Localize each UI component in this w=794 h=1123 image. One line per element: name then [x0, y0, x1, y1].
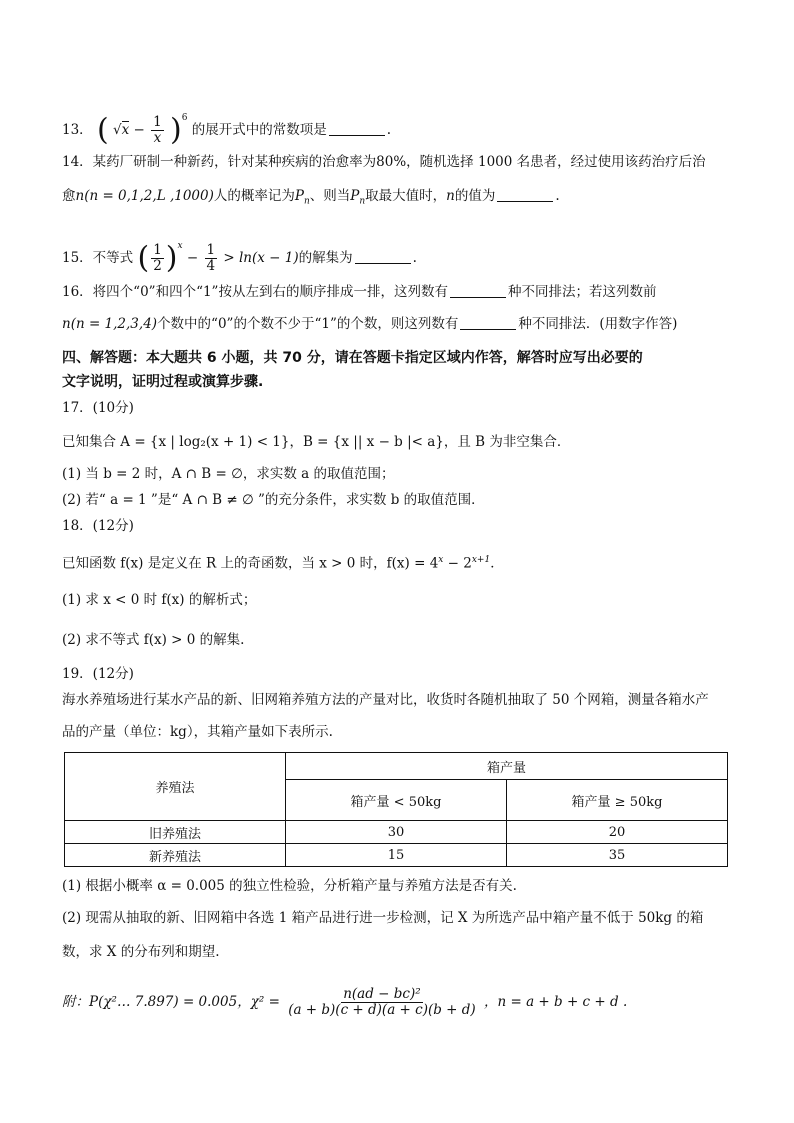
- question-18-header: 18．(12分): [62, 518, 134, 534]
- question-14-line-2: [62, 186, 560, 212]
- left-paren: (: [96, 112, 109, 148]
- text: ．: [490, 555, 504, 572]
- text: 人的概率记为: [213, 188, 295, 204]
- math-pn: $P_n$: [294, 188, 310, 207]
- table-cell: 30: [286, 821, 507, 844]
- question-17-part-2: (2) 若“ a = 1 ”是“ A ∩ B ≠ ∅ ”的充分条件，求实数 b 的取值范围．: [62, 492, 485, 508]
- math-n: n: [446, 188, 455, 204]
- answer-blank-16b[interactable]: [460, 315, 516, 330]
- question-17-part-1: (1) 当 b = 2 时，A ∩ B = ∅，求实数 a 的取值范围；: [62, 466, 395, 482]
- question-18-part-2: (2) 求不等式 f(x) > 0 的解集.: [62, 632, 245, 648]
- question-17-header: 17．(10分): [62, 400, 134, 416]
- math-expression: n(n = 1,2,3,4): [62, 316, 158, 332]
- question-19-part-2-line-1: (2) 现需从抽取的新、旧网箱中各选 1 箱产品进行进一步检测，记 X 为所选产品中箱产量不低于 50kg 的箱: [62, 910, 704, 926]
- period: .: [555, 188, 560, 204]
- left-paren: (: [137, 240, 150, 276]
- table-cell: 20: [507, 821, 728, 844]
- appendix-formula: [62, 982, 627, 1022]
- table-row-label: 旧养殖法: [65, 821, 286, 844]
- right-paren: ): [170, 112, 182, 148]
- text: 的值为: [454, 188, 496, 204]
- fraction-1-over-4: $\frac{1}{4}$: [206, 242, 216, 274]
- text: 个数中的“0”的个数不少于“1”的个数，则这列数有: [157, 316, 459, 332]
- yield-table: [64, 752, 728, 867]
- text: 的解集为: [298, 250, 353, 266]
- math-pn: $P_n$: [350, 188, 366, 207]
- exponent-x: x: [177, 241, 183, 251]
- chi-square-fraction: [286, 987, 478, 1018]
- text: 、则当: [309, 188, 351, 204]
- question-19-header: 19．(12分): [62, 666, 134, 682]
- text: − 2: [443, 555, 472, 572]
- denominator: (a + b)(c + d)(a + c)(b + d): [288, 1002, 476, 1018]
- answer-blank-15[interactable]: [355, 249, 411, 264]
- table-col-header-1: 箱产量 < 50kg: [286, 780, 507, 821]
- text: 种不同排法；若这列数前: [507, 284, 657, 300]
- answer-blank-16a[interactable]: [450, 283, 506, 298]
- question-16-line-2: [62, 314, 677, 334]
- question-15-number: 15．不等式: [62, 250, 134, 266]
- question-14-line-1: 14．某药厂研制一种新药，针对某种疾病的治愈率为80%，随机选择 1000 名患者，经过使用该药治疗后治: [62, 154, 706, 170]
- table-cell: 15: [286, 844, 507, 867]
- period: .: [386, 122, 392, 138]
- table-row: [65, 821, 728, 844]
- exponent-x: x: [438, 555, 444, 565]
- question-18-line-1: [62, 550, 504, 574]
- numerator: n(ad − bc)²: [343, 986, 421, 1002]
- section-4-title-line-1: 四、解答题：本大题共 6 小题，共 70 分，请在答题卡指定区域内作答，解答时应写出必要的: [62, 350, 643, 366]
- question-19-line-1: 海水养殖场进行某水产品的新、旧网箱养殖方法的产量对比，收货时各随机抽取了 50 个网箱，测量各箱水产: [62, 692, 709, 708]
- sqrt-x: √x: [113, 122, 130, 138]
- table-cell: 35: [507, 844, 728, 867]
- text: 取最大值时，: [365, 188, 447, 204]
- table-corner-header: 养殖法: [65, 753, 286, 821]
- table-col-header-2: 箱产量 ≥ 50kg: [507, 780, 728, 821]
- text: 附：P(χ²… 7.897) = 0.005，χ² =: [62, 994, 280, 1010]
- text: 16．将四个“0”和四个“1”按从左到右的顺序排成一排，这列数有: [62, 284, 448, 300]
- question-13-number: 13．: [62, 122, 93, 138]
- question-19-line-2: 品的产量（单位：kg），其箱产量如下表所示.: [62, 724, 333, 740]
- text: 愈: [62, 188, 76, 204]
- question-15: [62, 236, 417, 274]
- exponent: 6: [181, 113, 188, 123]
- fraction-1-over-2: $\frac{1}{2}$: [153, 242, 162, 274]
- question-18-part-1: (1) 求 x < 0 时 f(x) 的解析式；: [62, 592, 257, 608]
- question-13: [62, 108, 391, 146]
- table-row: [65, 844, 728, 867]
- math-expression: > ln(x − 1): [223, 250, 299, 266]
- text: 已知函数 f(x) 是定义在 R 上的奇函数，当 x > 0 时，f(x) = 4: [62, 555, 439, 572]
- section-4-title-line-2: 文字说明，证明过程或演算步骤.: [62, 374, 264, 390]
- right-paren: ): [165, 240, 178, 276]
- exponent-x-plus-1: x+1: [471, 555, 491, 565]
- text: 种不同排法．(用数字作答): [518, 316, 678, 332]
- question-19-part-1: (1) 根据小概率 α = 0.005 的独立性检验，分析箱产量与养殖方法是否有关.: [62, 878, 517, 894]
- answer-blank-14[interactable]: [497, 187, 553, 202]
- answer-blank-13[interactable]: [329, 121, 385, 136]
- question-13-text: 的展开式中的常数项是: [191, 122, 327, 138]
- question-19-part-2-line-2: 数，求 X 的分布列和期望.: [62, 944, 220, 960]
- question-17-line-1: 已知集合 A = {x | log₂(x + 1) < 1}，B = {x || x − b |< a}，且 B 为非空集合．: [62, 434, 571, 450]
- text: ，n = a + b + c + d .: [483, 994, 628, 1010]
- question-16-line-1: [62, 282, 656, 302]
- math-expression: n(n = 0,1,2,L ,1000): [75, 188, 214, 204]
- table-group-header: 箱产量: [286, 753, 728, 780]
- minus-sign: −: [133, 122, 150, 138]
- minus-sign: −: [186, 250, 203, 266]
- table-row-label: 新养殖法: [65, 844, 286, 867]
- period: .: [412, 250, 417, 266]
- fraction-1-over-x: $\frac{1}{x}$: [153, 114, 162, 146]
